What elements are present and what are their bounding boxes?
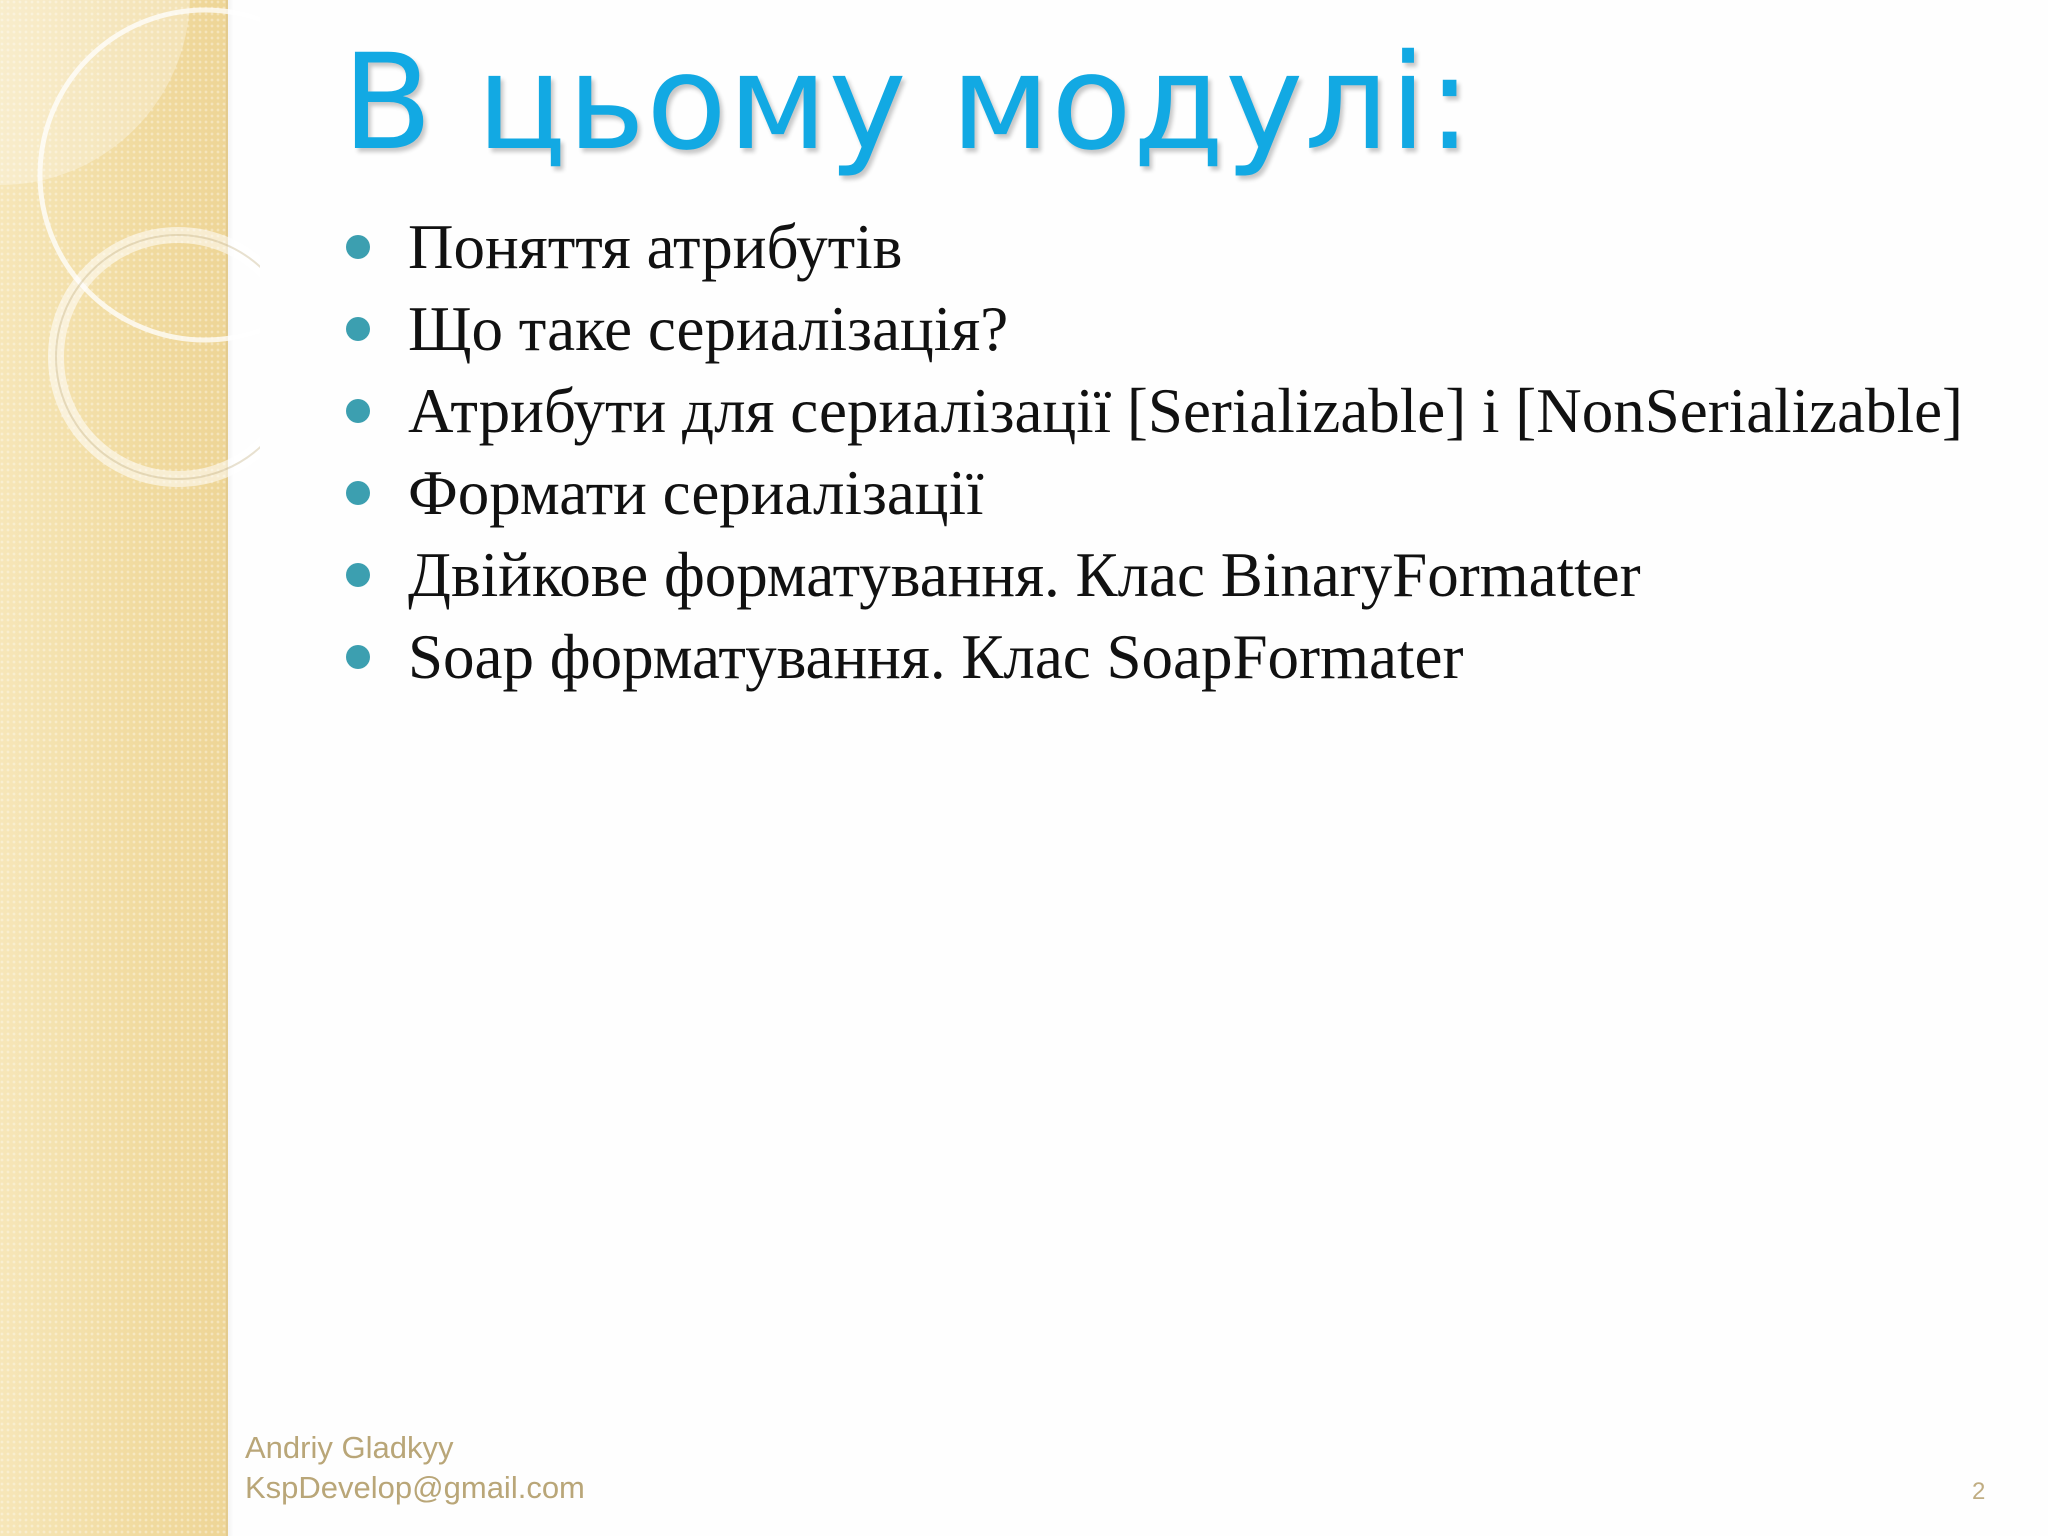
- page-number: 2: [1972, 1478, 1986, 1505]
- bullet-dot-icon: [346, 645, 370, 669]
- bullet-text: Поняття атрибутів: [408, 212, 903, 282]
- bullet-item: [346, 288, 1966, 370]
- footer-email: KspDevelop@gmail.com: [245, 1470, 585, 1505]
- bullet-item: [346, 452, 1966, 534]
- bullet-dot-icon: [346, 563, 370, 587]
- bullet-list: [346, 206, 1966, 698]
- bullet-dot-icon: [346, 399, 370, 423]
- bullet-item: [346, 534, 1966, 616]
- bullet-item: [346, 206, 1966, 288]
- bullet-text: Що таке сериалізація?: [408, 294, 1009, 364]
- footer: [245, 1428, 585, 1508]
- bullet-dot-icon: [346, 235, 370, 259]
- bullet-item: [346, 370, 1966, 452]
- slide-title: В цьому модулі:: [342, 26, 1473, 180]
- bullet-text: Атрибути для сериалізації [Serializable] і [NonSerializable]: [408, 376, 1964, 446]
- decorative-rings: [0, 0, 260, 520]
- bullet-item: [346, 616, 1966, 698]
- bullet-text: Soap форматування. Клас SoapFormater: [408, 622, 1464, 692]
- bullet-dot-icon: [346, 481, 370, 505]
- bullet-dot-icon: [346, 317, 370, 341]
- bullet-text: Двійкове форматування. Клас BinaryFormatter: [408, 540, 1641, 610]
- bullet-text: Формати сериалізації: [408, 458, 984, 528]
- footer-author-name: Andriy Gladkyy: [245, 1430, 454, 1465]
